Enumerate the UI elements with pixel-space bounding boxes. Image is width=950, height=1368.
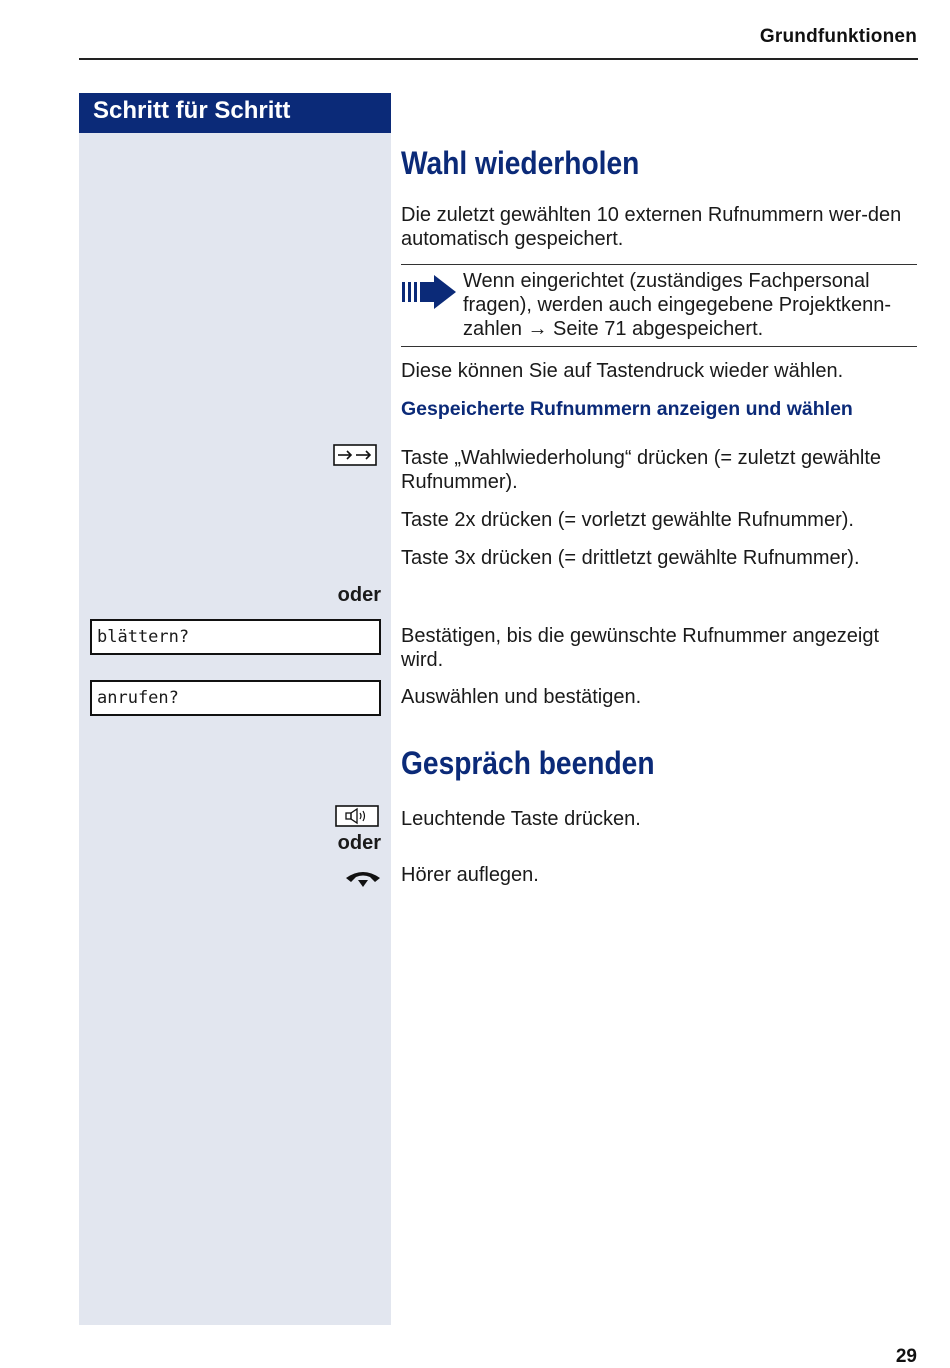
note-arrow-icon [401, 274, 457, 315]
sidebar-title: Schritt für Schritt [79, 93, 391, 133]
page-number: 29 [895, 1346, 917, 1367]
speaker-key-icon [335, 805, 379, 832]
section-intro: Die zuletzt gewählten 10 externen Rufnummern wer-den automatisch gespeichert. [401, 204, 902, 250]
section-title-redial: Wahl wiederholen [401, 145, 640, 181]
after-note-text: Diese können Sie auf Tastendruck wieder wählen. [401, 360, 844, 382]
step-hangup: Hörer auflegen. [401, 864, 539, 886]
step-browse: Bestätigen, bis die gewünschte Rufnummer angezeigt wird. [401, 625, 880, 671]
header-title: Grundfunktionen [759, 26, 917, 47]
note-rule-top [401, 264, 917, 265]
redial-key-icon [333, 444, 377, 471]
step-press-3x: Taste 3x drücken (= drittletzt gewählte Rufnummer). [401, 547, 860, 569]
header-rule [79, 58, 918, 60]
section-title-end-call: Gespräch beenden [401, 745, 655, 781]
step-speaker-key: Leuchtende Taste drücken. [401, 808, 641, 830]
note-rule-bottom [401, 346, 917, 347]
oder-label-2: oder [337, 832, 381, 854]
step-redial-key: Taste „Wahlwiederholung“ drücken (= zuletzt gewählte Rufnummer). [401, 447, 882, 493]
handset-hangup-icon [344, 868, 382, 895]
step-press-2x: Taste 2x drücken (= vorletzt gewählte Rufnummer). [401, 509, 854, 531]
subheading: Gespeicherte Rufnummern anzeigen und wählen [401, 398, 853, 420]
oder-label: oder [337, 584, 381, 606]
display-call[interactable]: anrufen? [90, 680, 381, 716]
sidebar-column [79, 133, 391, 1325]
display-browse[interactable]: blättern? [90, 619, 381, 655]
step-call: Auswählen und bestätigen. [401, 686, 642, 708]
note-text: Wenn eingerichtet (zuständiges Fachpersonal fragen), werden auch eingegebene Projektkenn-zahlen → Seite 71 abgespeichert. [463, 270, 892, 340]
